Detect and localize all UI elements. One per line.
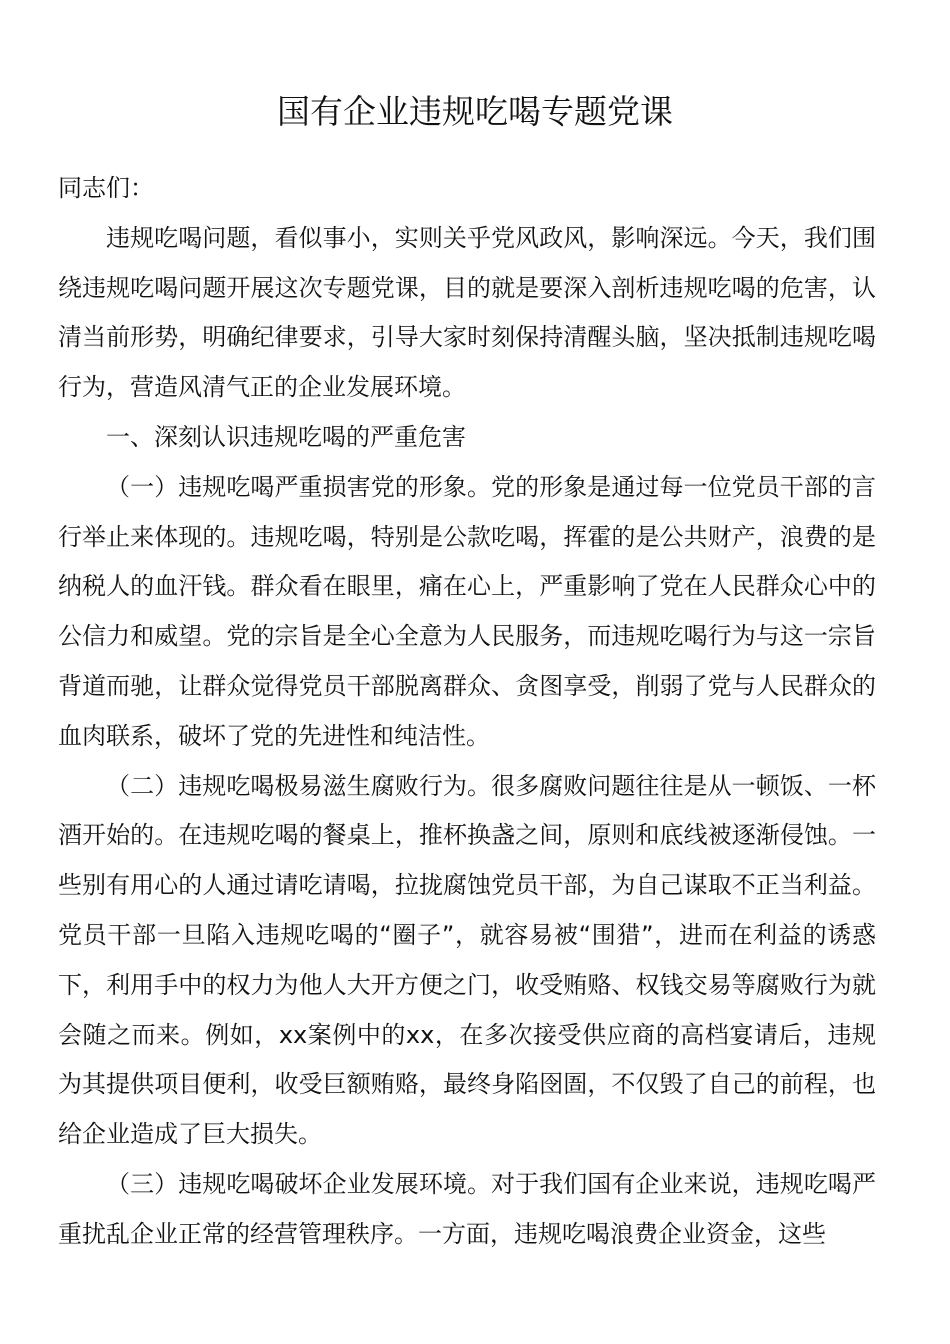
- intro-paragraph: 违规吃喝问题，看似事小，实则关乎党风政风，影响深远。今天，我们围绕违规吃喝问题开展这次专题党课，目的就是要深入剖析违规吃喝的危害，认清当前形势，明确纪律要求，引导大家时刻保持清醒头脑，坚决抵制违规吃喝行为，营造风清气正的企业发展环境。: [58, 223, 876, 402]
- document-title: 国有企业违规吃喝专题党课: [277, 92, 673, 132]
- paragraph-3: （三）违规吃喝破坏企业发展环境。对于我们国有企业来说，违规吃喝严重扰乱企业正常的经营管理秩序。一方面，违规吃喝浪费企业资金，这些: [58, 1169, 876, 1248]
- paragraph-2: （二）违规吃喝极易滋生腐败行为。很多腐败问题往往是从一顿饭、一杯酒开始的。在违规吃喝的餐桌上，推杯换盏之间，原则和底线被逐渐侵蚀。一些别有用心的人通过请吃请喝，拉拢腐蚀党员干部，为自己谋取不正当利益。党员干部一旦陷入违规吃喝的“圈子”，就容易被“围猎”，进而在利益的诱惑下，利用手中的权力为他人大开方便之门，收受贿赂、权钱交易等腐败行为就会随之而来。例如，xx案例中的xx，在多次接受供应商的高档宴请后，违规为其提供项目便利，收受巨额贿赂，最终身陷囹圄，不仅毁了自己的前程，也给企业造成了巨大损失。: [58, 771, 876, 1149]
- salutation: 同志们：: [58, 174, 154, 202]
- paragraph-1: （一）违规吃喝严重损害党的形象。党的形象是通过每一位党员干部的言行举止来体现的。违规吃喝，特别是公款吃喝，挥霍的是公共财产，浪费的是纳税人的血汗钱。群众看在眼里，痛在心上，严重影响了党在人民群众心中的公信力和威望。党的宗旨是全心全意为人民服务，而违规吃喝行为与这一宗旨背道而驰，让群众觉得党员干部脱离群众、贪图享受，削弱了党与人民群众的血肉联系，破坏了党的先进性和纯洁性。: [58, 472, 876, 750]
- document-body: [58, 164, 876, 1260]
- section-heading-1: 一、深刻认识违规吃喝的严重危害: [106, 422, 466, 451]
